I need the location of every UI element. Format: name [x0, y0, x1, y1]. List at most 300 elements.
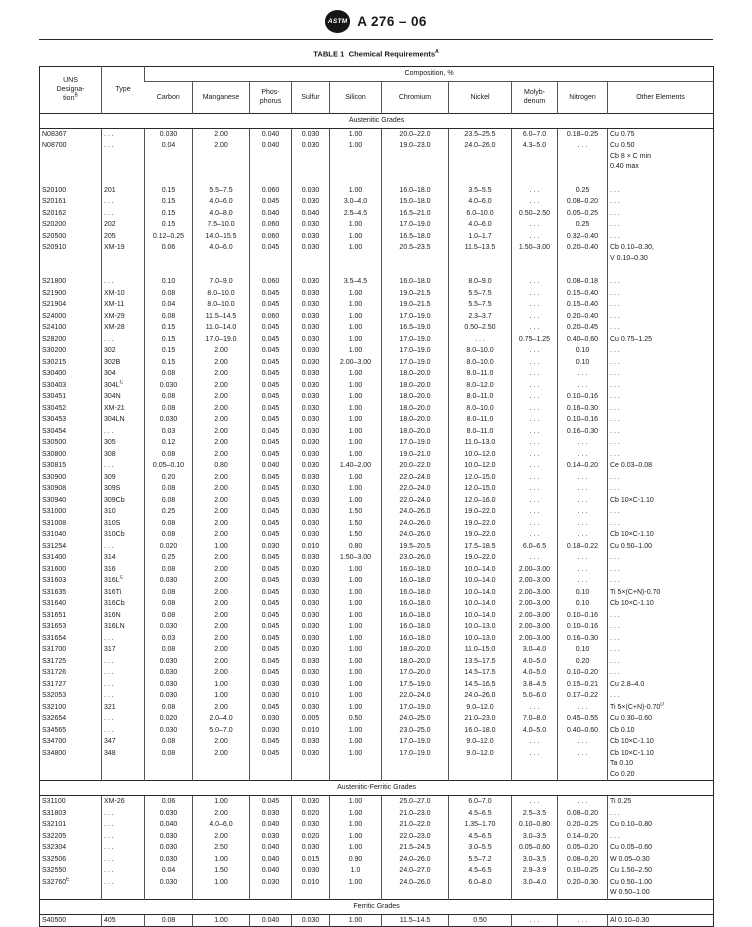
value-cell: 8.0–12.0 — [449, 380, 512, 392]
value-cell: 24.0–27.0 — [382, 865, 449, 877]
other-elements-cell: . . . — [608, 690, 714, 702]
table-row — [40, 380, 714, 392]
other-elements-cell: Cb 0.10–0.30, V 0.10–0.30 — [608, 242, 714, 264]
value-cell: 0.90 — [330, 854, 382, 866]
type-cell: . . . — [102, 128, 145, 140]
value-cell: 0.030 — [292, 610, 330, 622]
value-cell: 5.5–7.5 — [449, 299, 512, 311]
value-cell: 19.0–22.0 — [449, 552, 512, 564]
value-cell: 20.0–22.0 — [382, 460, 449, 472]
value-cell: 8.0–9.0 — [449, 276, 512, 288]
type-cell: 302B — [102, 357, 145, 369]
column-header: Molyb- denum — [512, 81, 558, 113]
value-cell: 0.045 — [250, 587, 292, 599]
value-cell: 8.0–10.0 — [193, 299, 250, 311]
uns-cell: S20910 — [42, 244, 67, 252]
value-cell: 0.030 — [292, 865, 330, 877]
value-cell: 0.030 — [292, 748, 330, 781]
uns-cell: S31603 — [42, 577, 67, 585]
column-header: Chromium — [382, 81, 449, 113]
other-elements-cell: . . . — [608, 621, 714, 633]
value-cell: 0.030 — [292, 587, 330, 599]
value-cell: 1.00 — [330, 587, 382, 599]
value-cell: 0.50–2.50 — [449, 322, 512, 334]
value-cell: 0.10–0.16 — [558, 414, 608, 426]
uns-cell: S31400 — [42, 554, 67, 562]
uns-cell: S32101 — [42, 821, 67, 829]
value-cell: 0.030 — [292, 334, 330, 346]
value-cell: 17.0–19.0 — [382, 219, 449, 231]
value-cell: 16.0–18.0 — [449, 725, 512, 737]
table-row — [40, 831, 714, 843]
uns-cell: S30900 — [42, 473, 67, 481]
value-cell: 0.18–0.22 — [558, 541, 608, 553]
value-cell: 22.0–23.0 — [382, 831, 449, 843]
value-cell: 0.030 — [292, 380, 330, 392]
value-cell: 0.15 — [145, 208, 193, 220]
value-cell: 0.16–0.30 — [558, 403, 608, 415]
type-cell: XM-21 — [102, 403, 145, 415]
value-cell: 2.00–3.00 — [512, 633, 558, 645]
value-cell: 2.00 — [193, 736, 250, 748]
value-cell: 0.030 — [292, 414, 330, 426]
value-cell: 0.10–0.16 — [558, 391, 608, 403]
type-cell: . . . — [102, 334, 145, 346]
value-cell: 0.25 — [558, 219, 608, 231]
type-cell: 304N — [102, 391, 145, 403]
value-cell: 0.20–0.30 — [558, 877, 608, 900]
spacer-cell — [193, 173, 250, 185]
value-cell: 0.045 — [250, 644, 292, 656]
value-cell: 4.0–6.0 — [193, 196, 250, 208]
value-cell: 1.00 — [330, 808, 382, 820]
value-cell: 0.030 — [145, 854, 193, 866]
value-cell: 11.5–14.5 — [382, 914, 449, 927]
value-cell: . . . — [558, 552, 608, 564]
uns-cell: S31254 — [42, 542, 67, 550]
other-elements-cell: Cu 0.75 — [608, 128, 714, 140]
value-cell: . . . — [512, 449, 558, 461]
uns-cell: S30453 — [42, 416, 67, 424]
value-cell: 1.00 — [330, 414, 382, 426]
value-cell: . . . — [558, 483, 608, 495]
value-cell: 0.20–0.40 — [558, 311, 608, 323]
value-cell: 0.040 — [250, 128, 292, 140]
uns-cell: S21800 — [42, 278, 67, 286]
value-cell: 0.030 — [292, 842, 330, 854]
value-cell: 1.00 — [330, 621, 382, 633]
value-cell: 0.030 — [292, 357, 330, 369]
value-cell: 5.0–6.0 — [512, 690, 558, 702]
uns-cell: S20100 — [42, 186, 67, 194]
value-cell: 1.0–1.7 — [449, 231, 512, 243]
value-cell: 0.045 — [250, 506, 292, 518]
value-cell: 13.5–17.5 — [449, 656, 512, 668]
value-cell: . . . — [512, 483, 558, 495]
type-cell: $304L^C$ — [102, 380, 145, 392]
value-cell: 2.00 — [193, 656, 250, 668]
other-elements-cell: . . . — [608, 644, 714, 656]
value-cell: 1.00 — [330, 380, 382, 392]
other-elements-cell: Cu 0.50–1.00 W 0.50–1.00 — [608, 877, 714, 900]
value-cell: 0.08 — [145, 368, 193, 380]
column-header: Carbon — [156, 93, 180, 101]
uns-cell: S30908 — [42, 485, 67, 493]
other-elements-cell: . . . — [608, 483, 714, 495]
value-cell: 0.10 — [558, 644, 608, 656]
value-cell: 2.00–3.00 — [512, 598, 558, 610]
value-cell: 0.045 — [250, 518, 292, 530]
value-cell: 2.00 — [193, 808, 250, 820]
other-elements-cell: Cu 0.10–0.80 — [608, 819, 714, 831]
value-cell: 2.00 — [193, 598, 250, 610]
value-cell: 0.08–0.20 — [558, 196, 608, 208]
value-cell: 0.08–0.20 — [558, 808, 608, 820]
value-cell: 0.030 — [292, 495, 330, 507]
value-cell: 0.020 — [292, 808, 330, 820]
uns-cell: N08700 — [42, 142, 67, 150]
value-cell: 0.08 — [145, 518, 193, 530]
other-elements-cell: Ti 5×(C+N)-0.70 — [608, 587, 714, 599]
value-cell: . . . — [512, 368, 558, 380]
value-cell: 0.030 — [292, 322, 330, 334]
other-elements-cell: . . . — [608, 414, 714, 426]
value-cell: 18.0–20.0 — [382, 391, 449, 403]
value-cell: 2.00 — [193, 667, 250, 679]
type-cell: 321 — [102, 702, 145, 714]
uns-cell: S30215 — [42, 358, 67, 366]
value-cell: 0.045 — [250, 322, 292, 334]
value-cell: 2.00–3.00 — [330, 357, 382, 369]
value-cell: 3.5–5.5 — [449, 185, 512, 197]
spacer-cell — [145, 264, 193, 276]
value-cell: 11.0–13.0 — [449, 437, 512, 449]
value-cell: 0.045 — [250, 368, 292, 380]
table-row — [40, 796, 714, 808]
value-cell: . . . — [512, 736, 558, 748]
value-cell: 17.0–19.0 — [382, 357, 449, 369]
value-cell: 0.030 — [250, 541, 292, 553]
uns-cell: S20500 — [42, 232, 67, 240]
value-cell: 0.030 — [292, 483, 330, 495]
value-cell: . . . — [512, 311, 558, 323]
value-cell: 0.045 — [250, 437, 292, 449]
value-cell: 1.00 — [330, 242, 382, 264]
type-cell: 205 — [102, 231, 145, 243]
value-cell: . . . — [558, 368, 608, 380]
value-cell: 17.0–20.0 — [382, 667, 449, 679]
table-title-footnote-marker: A — [435, 49, 439, 55]
value-cell: 1.00 — [330, 185, 382, 197]
grade-section-row — [40, 113, 714, 128]
value-cell: 0.15 — [145, 196, 193, 208]
value-cell: 19.0–22.0 — [449, 506, 512, 518]
other-elements-cell: . . . — [608, 403, 714, 415]
grade-section-title: Austenitic Grades — [40, 113, 714, 128]
type-cell: 304LN — [102, 414, 145, 426]
value-cell: 0.030 — [292, 449, 330, 461]
table-row — [40, 368, 714, 380]
value-cell: 0.08 — [145, 495, 193, 507]
value-cell: 18.0–20.0 — [382, 380, 449, 392]
value-cell: 3.0–4.0 — [512, 877, 558, 900]
other-elements-cell: Cb 10×C-1.10 — [608, 736, 714, 748]
value-cell: 0.50 — [330, 713, 382, 725]
uns-cell: S30454 — [42, 427, 67, 435]
value-cell: . . . — [558, 506, 608, 518]
value-cell: 0.040 — [250, 842, 292, 854]
value-cell: 0.040 — [292, 208, 330, 220]
other-elements-cell: . . . — [608, 472, 714, 484]
uns-cell: S31700 — [42, 646, 67, 654]
other-elements-cell: . . . — [608, 391, 714, 403]
value-cell: 0.030 — [292, 529, 330, 541]
value-cell: 0.08–0.18 — [558, 276, 608, 288]
value-cell: 2.0–4.0 — [193, 713, 250, 725]
value-cell: . . . — [558, 449, 608, 461]
value-cell: 4.5–6.5 — [449, 831, 512, 843]
spacer-cell — [145, 173, 193, 185]
value-cell: 0.10–0.16 — [558, 621, 608, 633]
value-cell: 0.060 — [250, 231, 292, 243]
value-cell: 8.0–10.0 — [449, 357, 512, 369]
value-cell: 0.030 — [292, 311, 330, 323]
value-cell: 0.15–0.40 — [558, 299, 608, 311]
type-cell: 309 — [102, 472, 145, 484]
value-cell: 1.00 — [330, 877, 382, 900]
value-cell: . . . — [512, 529, 558, 541]
table-label: TABLE 1 — [313, 49, 345, 59]
value-cell: 1.00 — [330, 128, 382, 140]
other-elements-cell: . . . — [608, 288, 714, 300]
value-cell: 0.030 — [292, 679, 330, 691]
value-cell: 0.04 — [145, 299, 193, 311]
value-cell: 0.045 — [250, 633, 292, 645]
value-cell: 19.0–21.0 — [382, 449, 449, 461]
value-cell: . . . — [512, 796, 558, 808]
value-cell: 2.00 — [193, 610, 250, 622]
uns-cell: S20200 — [42, 221, 67, 229]
table-row — [40, 713, 714, 725]
value-cell: 0.020 — [145, 713, 193, 725]
value-cell: 0.05–0.20 — [558, 842, 608, 854]
value-cell: 7.0–8.0 — [512, 713, 558, 725]
value-cell: . . . — [558, 437, 608, 449]
value-cell: 19.5–20.5 — [382, 541, 449, 553]
value-cell: 2.00 — [193, 483, 250, 495]
spacer-cell — [330, 264, 382, 276]
spacer-cell — [449, 264, 512, 276]
value-cell: 2.00 — [193, 748, 250, 781]
type-cell: 310 — [102, 506, 145, 518]
column-header: Nickel — [449, 81, 512, 113]
type-cell: 302 — [102, 345, 145, 357]
table-row — [40, 736, 714, 748]
value-cell: 2.00 — [193, 529, 250, 541]
document-code: A 276 – 06 — [357, 14, 427, 29]
value-cell: 1.00 — [193, 854, 250, 866]
value-cell: 0.05–0.10 — [145, 460, 193, 472]
value-cell: 24.0–26.0 — [382, 518, 449, 530]
uns-cell: S28200 — [42, 335, 67, 343]
value-cell: 0.030 — [250, 713, 292, 725]
spacer-cell — [512, 173, 558, 185]
uns-cell: S34700 — [42, 738, 67, 746]
value-cell: 0.80 — [193, 460, 250, 472]
chemical-requirements-table — [39, 66, 714, 927]
value-cell: 1.00 — [330, 575, 382, 587]
type-cell: . . . — [102, 460, 145, 472]
value-cell: 0.045 — [250, 621, 292, 633]
value-cell: 2.00–3.00 — [512, 575, 558, 587]
value-cell: 0.10 — [558, 357, 608, 369]
value-cell: 16.0–18.0 — [382, 185, 449, 197]
uns-cell: S31725 — [42, 657, 67, 665]
table-row — [40, 865, 714, 877]
value-cell: 19.0–21.5 — [382, 299, 449, 311]
value-cell: 16.5–21.0 — [382, 208, 449, 220]
value-cell: 3.0–4.0 — [330, 196, 382, 208]
value-cell: . . . — [558, 380, 608, 392]
value-cell: 18.0–20.0 — [382, 656, 449, 668]
value-cell: 17.0–19.0 — [382, 748, 449, 781]
value-cell: 2.00 — [193, 414, 250, 426]
value-cell: 0.25 — [145, 552, 193, 564]
value-cell: 0.010 — [292, 725, 330, 737]
document-header — [39, 8, 713, 39]
value-cell: 0.030 — [292, 128, 330, 140]
value-cell: 0.030 — [292, 575, 330, 587]
value-cell: 24.0–26.0 — [382, 854, 449, 866]
value-cell: 0.06 — [145, 242, 193, 264]
value-cell: 0.75–1.25 — [512, 334, 558, 346]
value-cell: 2.00 — [193, 633, 250, 645]
value-cell: 0.015 — [292, 854, 330, 866]
table-row — [40, 610, 714, 622]
value-cell: 18.0–20.0 — [382, 414, 449, 426]
value-cell: 0.045 — [250, 495, 292, 507]
value-cell: . . . — [558, 518, 608, 530]
value-cell: 22.0–24.0 — [382, 690, 449, 702]
value-cell: 0.030 — [145, 808, 193, 820]
other-elements-cell: . . . — [608, 276, 714, 288]
type-cell: . . . — [102, 208, 145, 220]
table-title — [39, 49, 713, 59]
value-cell: 6.0–7.0 — [449, 796, 512, 808]
value-cell: 0.10 — [558, 587, 608, 599]
value-cell: 0.08 — [145, 610, 193, 622]
value-cell: 2.00 — [193, 345, 250, 357]
table-row — [40, 357, 714, 369]
uns-cell: S30200 — [42, 347, 67, 355]
value-cell: 6.0–6.5 — [512, 541, 558, 553]
value-cell: 1.00 — [330, 633, 382, 645]
value-cell: 0.030 — [292, 391, 330, 403]
value-cell: 0.17–0.22 — [558, 690, 608, 702]
type-cell: . . . — [102, 831, 145, 843]
value-cell: 0.030 — [292, 242, 330, 264]
spacer-cell — [292, 173, 330, 185]
other-elements-cell: . . . — [608, 208, 714, 220]
value-cell: 0.030 — [292, 460, 330, 472]
other-elements-cell: . . . — [608, 231, 714, 243]
grade-section-title: Austenitic-Ferritic Grades — [40, 781, 714, 796]
value-cell: 1.50 — [330, 518, 382, 530]
value-cell: 0.030 — [145, 621, 193, 633]
value-cell: 0.030 — [250, 831, 292, 843]
composition-group-header: Composition, % — [145, 66, 714, 81]
value-cell: 0.030 — [292, 403, 330, 415]
value-cell: . . . — [512, 460, 558, 472]
value-cell: 16.0–18.0 — [382, 621, 449, 633]
other-elements-cell: . . . — [608, 808, 714, 820]
value-cell: 18.0–20.0 — [382, 426, 449, 438]
type-cell: 308 — [102, 449, 145, 461]
table-row — [40, 276, 714, 288]
header-divider — [39, 39, 713, 40]
value-cell: 0.045 — [250, 196, 292, 208]
value-cell: 0.045 — [250, 610, 292, 622]
spacer-cell — [102, 264, 145, 276]
table-row — [40, 808, 714, 820]
value-cell: 10.0–14.0 — [449, 598, 512, 610]
uns-cell: S21900 — [42, 289, 67, 297]
value-cell: 0.08 — [145, 311, 193, 323]
value-cell: 1.00 — [330, 472, 382, 484]
value-cell: 9.0–12.0 — [449, 702, 512, 714]
value-cell: 17.0–19.0 — [382, 345, 449, 357]
value-cell: 0.08–0.20 — [558, 854, 608, 866]
value-cell: 5.5–7.2 — [449, 854, 512, 866]
value-cell: 6.0–10.0 — [449, 208, 512, 220]
uns-cell: S31726 — [42, 669, 67, 677]
uns-cell: S31803 — [42, 809, 67, 817]
table-row — [40, 414, 714, 426]
value-cell: 21.0–23.0 — [382, 808, 449, 820]
type-cell: . . . — [102, 725, 145, 737]
header-row-top — [40, 66, 714, 81]
column-header: Other Elements — [608, 81, 714, 113]
value-cell: 0.045 — [250, 529, 292, 541]
value-cell: 0.005 — [292, 713, 330, 725]
value-cell: 2.00 — [193, 357, 250, 369]
value-cell: 10.0–14.0 — [449, 610, 512, 622]
value-cell: 2.00 — [193, 495, 250, 507]
type-cell: 314 — [102, 552, 145, 564]
value-cell: 2.00 — [193, 575, 250, 587]
table-row — [40, 644, 714, 656]
value-cell: 2.00 — [193, 831, 250, 843]
value-cell: 0.80 — [330, 541, 382, 553]
value-cell: 10.0–13.0 — [449, 633, 512, 645]
table-body — [40, 113, 714, 927]
other-elements-cell: Al 0.10–0.30 — [608, 914, 714, 927]
value-cell: 1.00 — [193, 679, 250, 691]
table-row — [40, 196, 714, 208]
value-cell: 3.8–4.5 — [512, 679, 558, 691]
value-cell: 4.0–5.0 — [512, 667, 558, 679]
uns-cell: S30500 — [42, 439, 67, 447]
value-cell: 16.0–18.0 — [382, 575, 449, 587]
value-cell: 2.00 — [193, 621, 250, 633]
other-elements-cell: . . . — [608, 552, 714, 564]
other-elements-cell: . . . — [608, 357, 714, 369]
value-cell: . . . — [512, 472, 558, 484]
type-cell: 310Cb — [102, 529, 145, 541]
value-cell: 0.030 — [250, 877, 292, 900]
uns-cell: S31008 — [42, 519, 67, 527]
value-cell: 0.030 — [145, 128, 193, 140]
